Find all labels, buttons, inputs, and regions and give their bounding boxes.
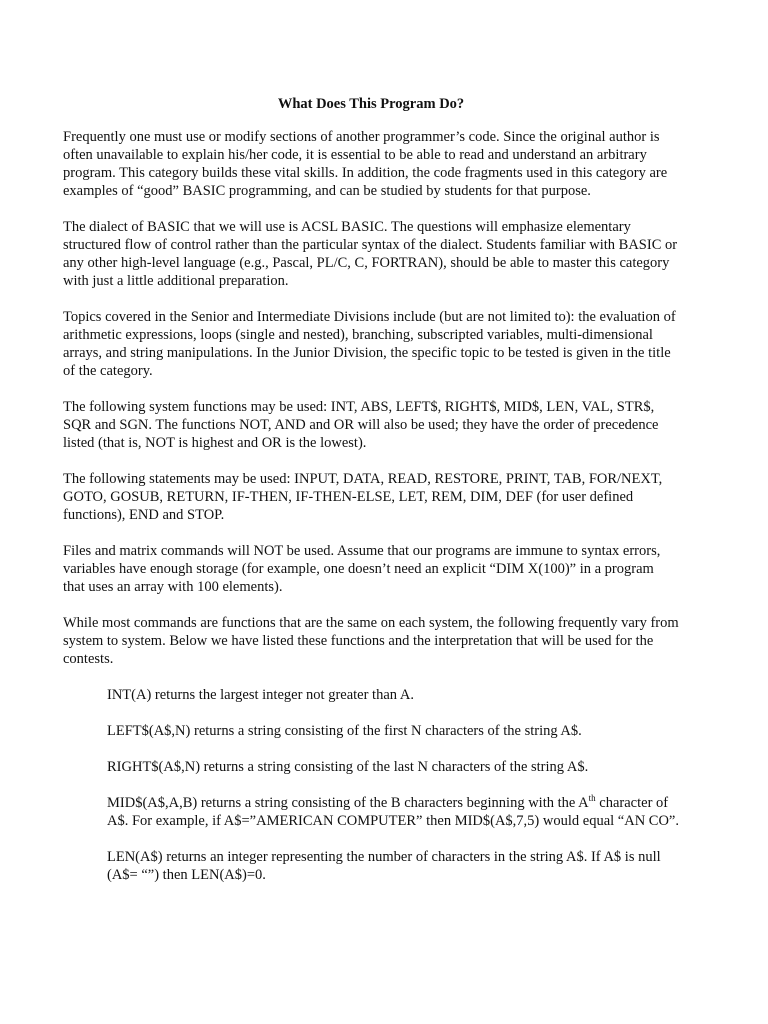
definition-len: LEN(A$) returns an integer representing the number of characters in the string A$. If A$ is null (A$= “”) then LEN(A$)=0.	[107, 849, 661, 883]
paragraph-intro: Frequently one must use or modify sections of another programmer’s code. Since the original author is often unavailable to explain his/her code, it is essential to be able to read and understand an arbitrary program. This category builds these vital skills. In addition, the code fragments used in this category are examples of “good” BASIC programming, and can be studied by students for that purpose.	[63, 129, 668, 199]
definition-int: INT(A) returns the largest integer not greater than A.	[107, 687, 414, 703]
ordinal-superscript: th	[588, 793, 596, 804]
paragraph-topics: Topics covered in the Senior and Intermediate Divisions include (but are not limited to): the evaluation of arithmetic expressions, loops (single and nested), branching, subscripted variables, multi-dimensional arrays, and string manipulations. In the Junior Division, the specific topic to be tested is given in the title of the category.	[63, 309, 676, 379]
paragraph-files-matrix: Files and matrix commands will NOT be used. Assume that our programs are immune to syntax errors, variables have enough storage (for example, one doesn’t need an explicit “DIM X(100)” in a program that uses an array with 100 elements).	[63, 543, 661, 595]
definition-left: LEFT$(A$,N) returns a string consisting of the first N characters of the string A$.	[107, 723, 582, 739]
function-definitions	[107, 686, 679, 884]
paragraph-statements: The following statements may be used: INPUT, DATA, READ, RESTORE, PRINT, TAB, FOR/NEXT, GOTO, GOSUB, RETURN, IF-THEN, IF-THEN-ELSE, LET, REM, DIM, DEF (for user defined functions), END and STOP.	[63, 471, 663, 523]
paragraph-dialect: The dialect of BASIC that we will use is ACSL BASIC. The questions will emphasize elementary structured flow of control rather than the particular syntax of the dialect. Students familiar with BASIC or any other high-level language (e.g., Pascal, PL/C, C, FORTRAN), should be able to master this category with just a little additional preparation.	[63, 219, 678, 289]
paragraph-system-functions: The following system functions may be used: INT, ABS, LEFT$, RIGHT$, MID$, LEN, VAL, STR$, SQR and SGN. The functions NOT, AND and OR will also be used; they have the order of precedence listed (that is, NOT is highest and OR is the lowest).	[63, 399, 659, 451]
definition-right: RIGHT$(A$,N) returns a string consisting of the last N characters of the string A$.	[107, 759, 589, 775]
definition-mid-text-start: MID$(A$,A,B) returns a string consisting of the B characters beginning with the A	[107, 795, 589, 811]
paragraph-vary: While most commands are functions that are the same on each system, the following frequently vary from system to system. Below we have listed these functions and the interpretation that will be used for the contests.	[63, 615, 679, 667]
page-title: What Does This Program Do?	[277, 96, 465, 112]
definition-mid-text-end: character of A$. For example, if A$=”AMERICAN COMPUTER” then MID$(A$,7,5) would equal “AN CO”.	[107, 795, 679, 829]
definition-mid	[107, 794, 679, 830]
document-page	[63, 95, 679, 902]
